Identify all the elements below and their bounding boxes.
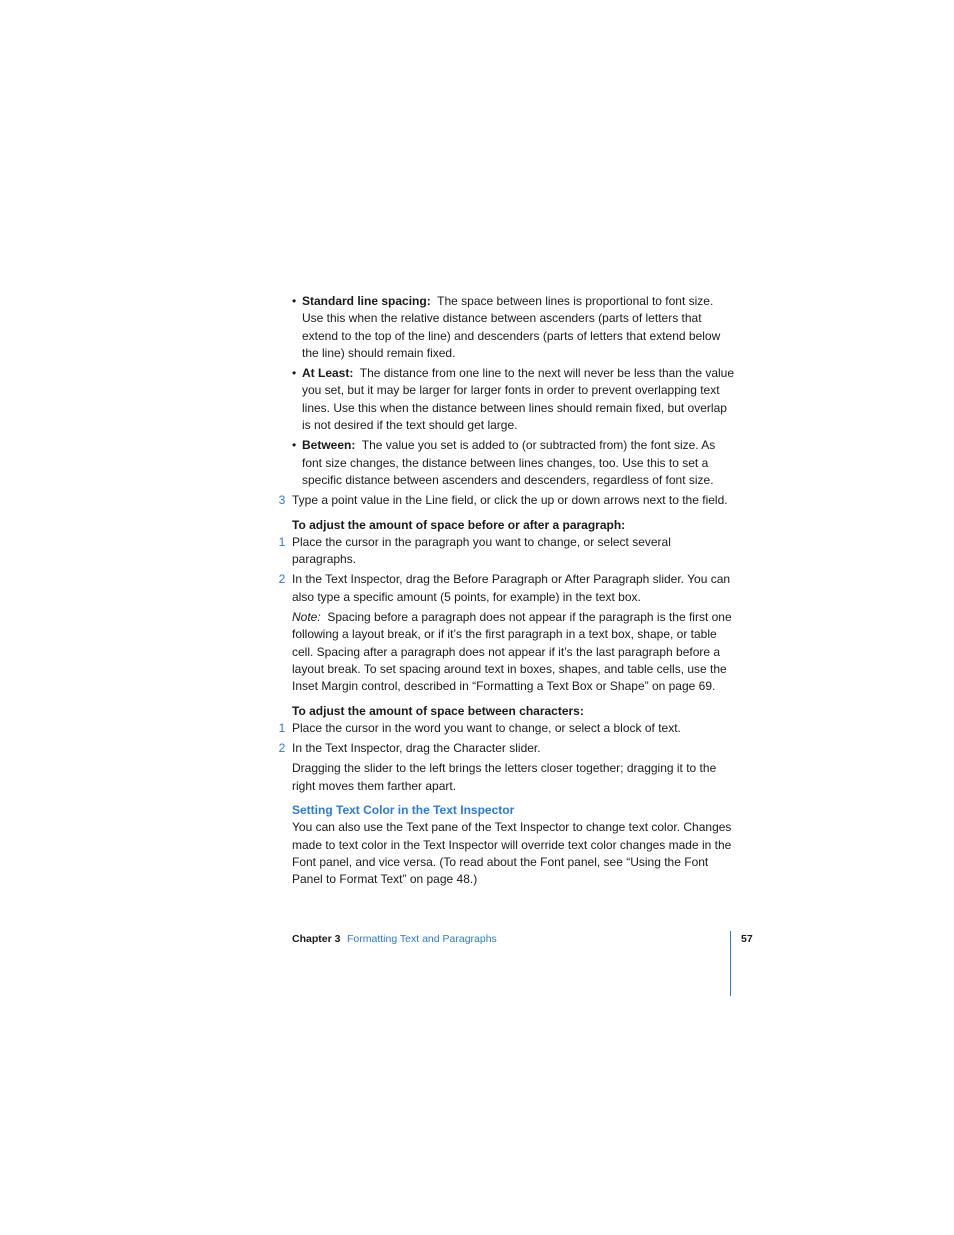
bullet-term: Between: (302, 438, 356, 453)
bullet-term: At Least: (302, 366, 354, 381)
step-text: Type a point value in the Line field, or click the up or down arrows next to the field. (292, 493, 728, 508)
task-heading-character-spacing: To adjust the amount of space between characters: (292, 703, 584, 718)
note-text: Spacing before a paragraph does not appear if the paragraph is the first one following a layout break, or if it’s the first paragraph in a text box, shape, or table cell. Spacing after a paragraph does not appear if it’s the last paragraph before a layout break. To set spacing around text in boxes, shapes, and table cells, use the Inset Margin control, described in “Formatting a Text Box or Shape” on page 69. (292, 610, 732, 694)
bullet-between (276, 437, 736, 489)
note-paragraph (276, 609, 736, 695)
step-3 (276, 492, 736, 509)
bullet-dot-icon: • (292, 438, 297, 453)
step-number: 1 (278, 534, 286, 549)
chapter-label: Chapter 3 (292, 933, 341, 945)
bullet-term: Standard line spacing: (302, 294, 431, 308)
step-text: In the Text Inspector, drag the Character slider. (292, 741, 541, 756)
step-number: 2 (278, 741, 286, 756)
step-2 (276, 571, 736, 606)
bullet-dot-icon: • (292, 294, 297, 308)
step-text: Place the cursor in the paragraph you want to change, or select several paragraphs. (292, 534, 671, 567)
note-label: Note: (292, 610, 321, 625)
step-number: 2 (278, 572, 286, 587)
bullet-text: The space between lines is proportional to font size. Use this when the relative distance between ascenders (parts of letters that extend to the top of the line) and descenders (parts of letters that extend below the line) should remain fixed. (302, 294, 721, 360)
step-text: Place the cursor in the word you want to change, or select a block of text. (292, 720, 681, 735)
step-number: 1 (278, 720, 286, 735)
step-1 (276, 534, 736, 569)
step-number: 3 (278, 493, 286, 508)
bullet-standard-line-spacing (276, 293, 736, 362)
task-heading-paragraph-spacing: To adjust the amount of space before or after a paragraph: (292, 517, 626, 532)
page-number: 57 (741, 933, 753, 945)
step-1 (276, 720, 736, 737)
bullet-dot-icon: • (292, 366, 297, 381)
section-heading: Setting Text Color in the Text Inspector (292, 803, 515, 818)
bullet-at-least (276, 365, 736, 434)
footer-divider (730, 931, 731, 996)
step-text: In the Text Inspector, drag the Before Paragraph or After Paragraph slider. You can also type a specific amount (5 points, for example) in the text box. (292, 572, 731, 604)
bullet-text: The value you set is added to (or subtracted from) the font size. As font size changes, the distance between lines changes, too. Use this to set a specific distance between ascenders and descenders, regardless of font size. (302, 438, 716, 487)
section-body: You can also use the Text pane of the Text Inspector to change text color. Changes made to text color in the Text Inspector will override text color changes made in the Font panel, and vice versa. (To read about the Font panel, see “Using the Font Panel to Format Text” on page 48.) (292, 820, 732, 887)
page-body (276, 293, 736, 892)
step-2 (276, 740, 736, 757)
chapter-title-link[interactable]: Formatting Text and Paragraphs (347, 933, 497, 945)
bullet-text: The distance from one line to the next will never be less than the value you set, but it may be larger for larger fonts in order to prevent overlapping text lines. Use this when the distance between lines should remain fixed, but overlap is not desired if the text should get large. (302, 366, 735, 433)
character-slider-explanation: Dragging the slider to the left brings the letters closer together; dragging it to the right moves them farther apart. (292, 761, 717, 793)
